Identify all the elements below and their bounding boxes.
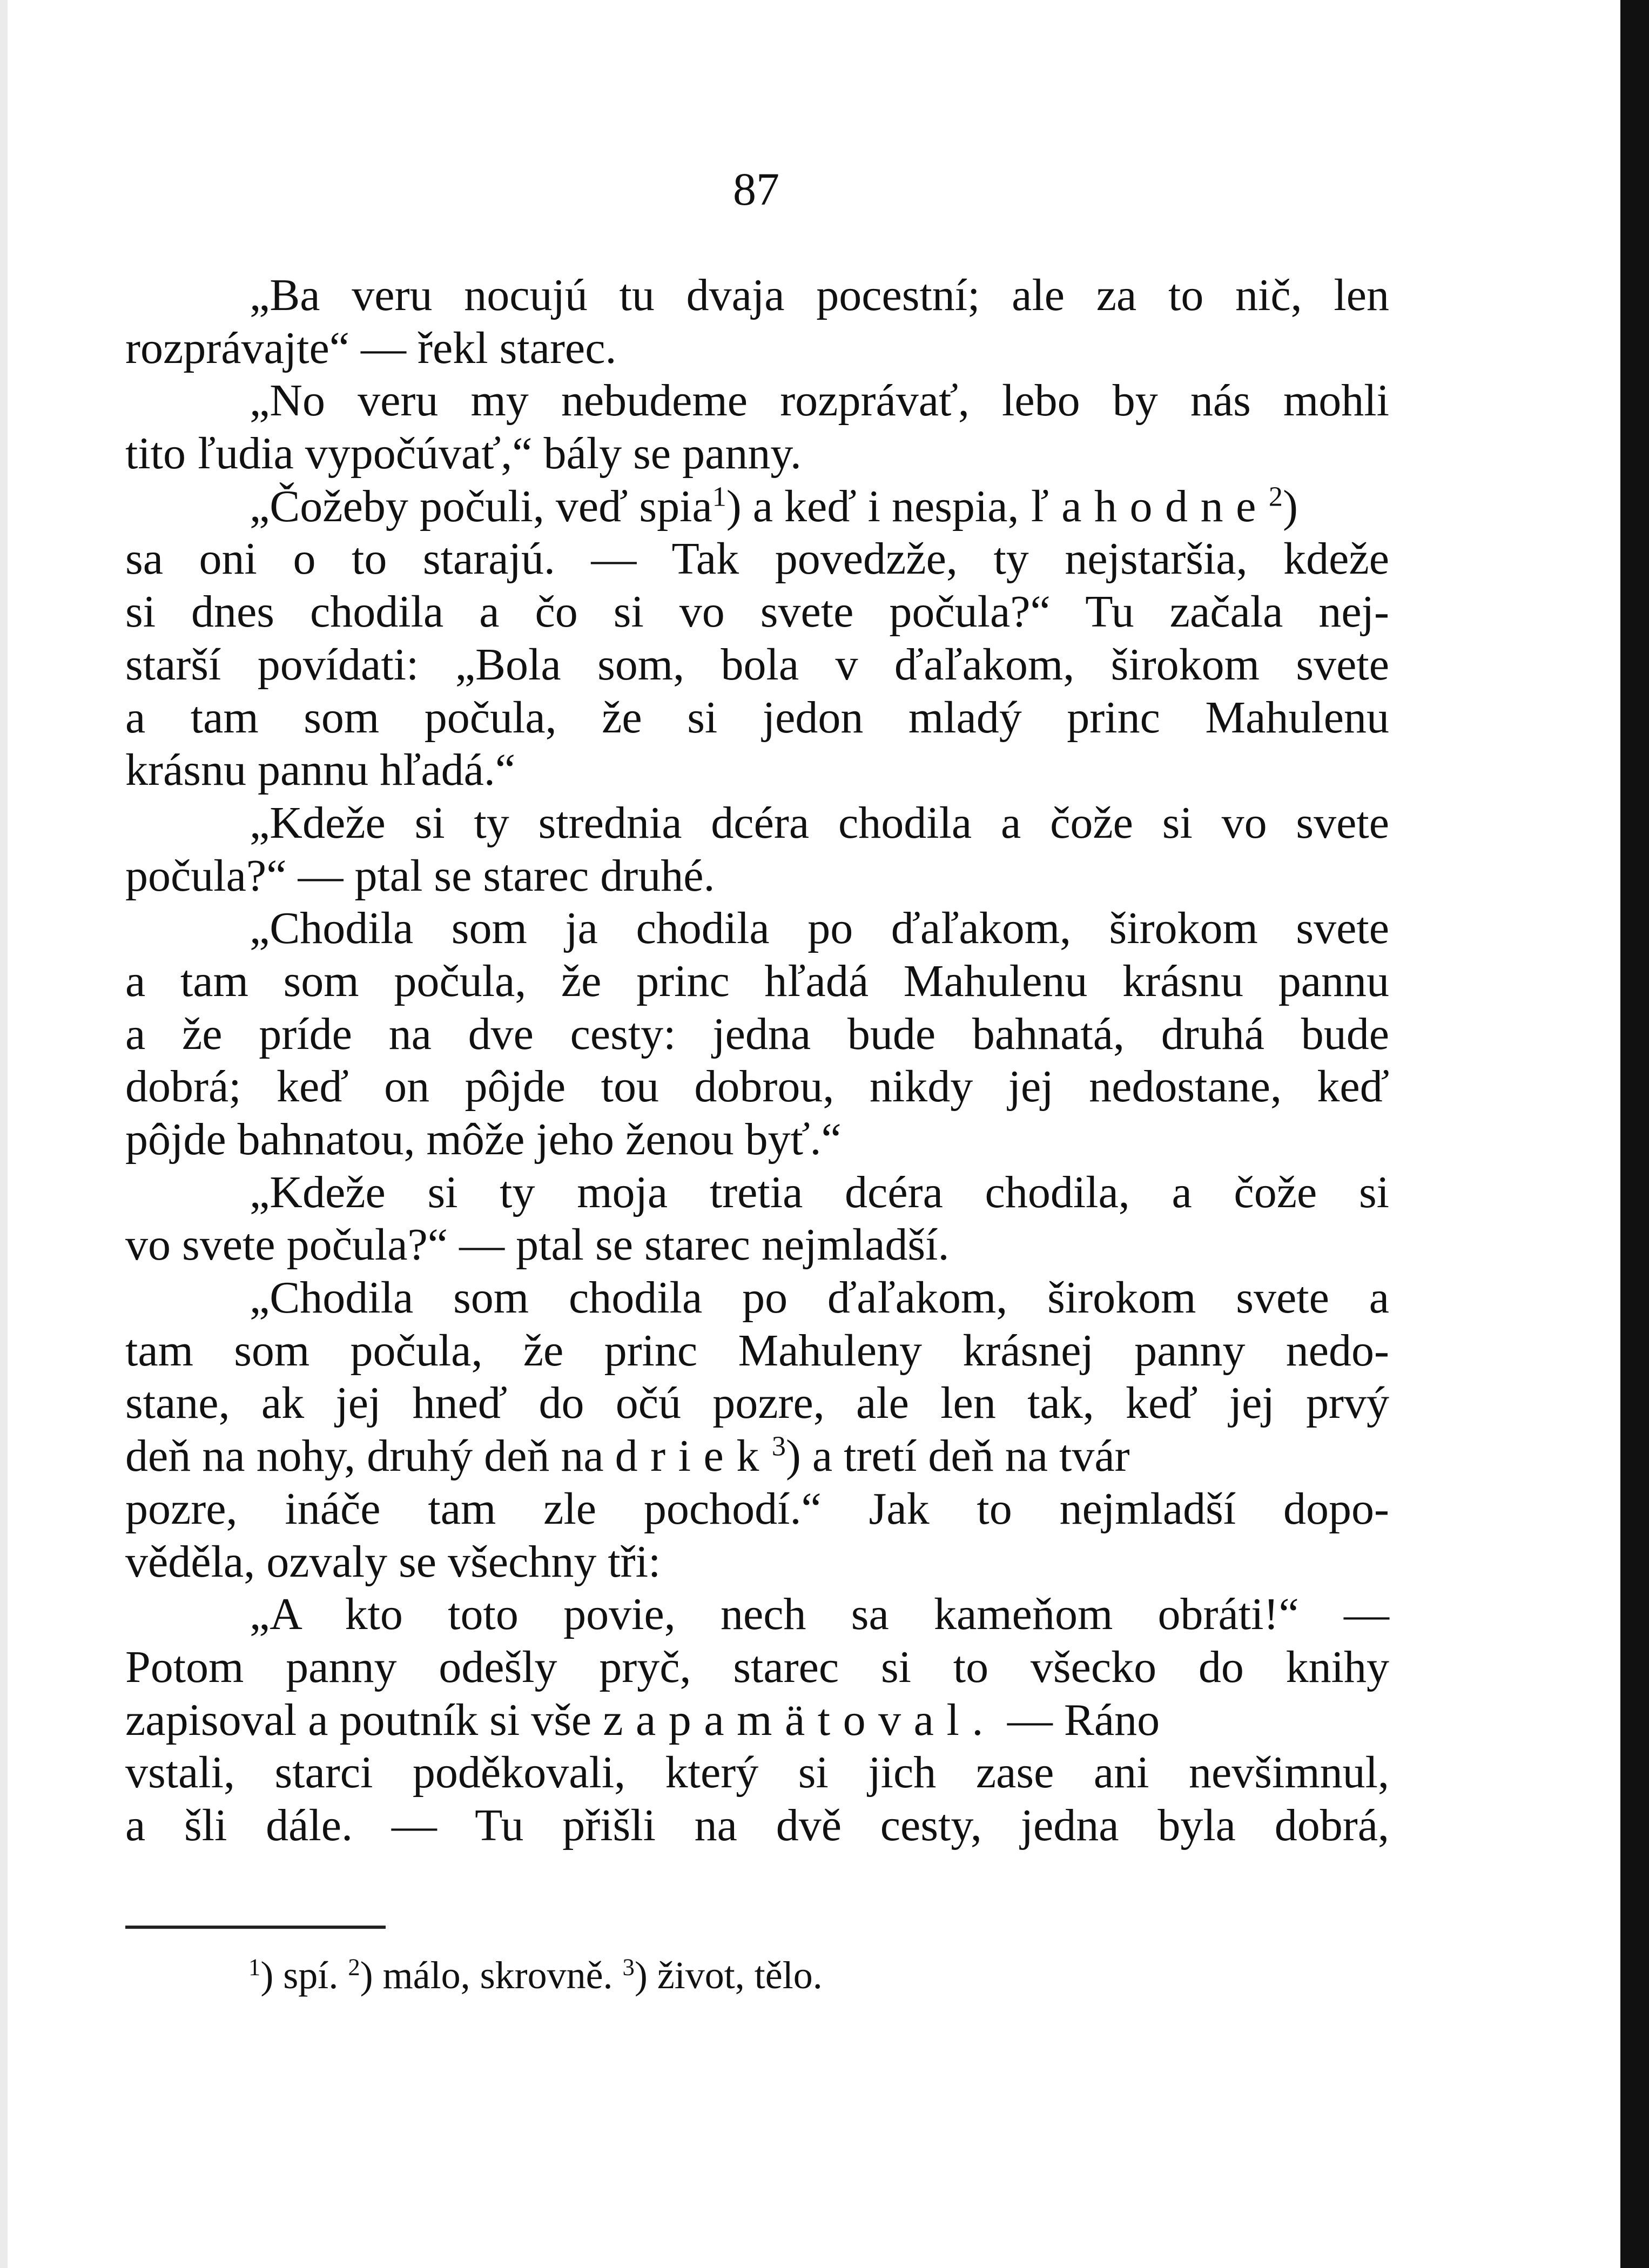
text-line: krásnu pannu hľadá.“ bbox=[125, 745, 516, 796]
text-line: počula?“ — ptal se starec druhé. bbox=[125, 850, 715, 901]
text-line bbox=[125, 1694, 1389, 1747]
footnote-rule bbox=[125, 1926, 386, 1929]
text-line: Potom panny odešly pryč, starec si to všecko do knihy bbox=[125, 1641, 1389, 1692]
text-line: „A kto toto povie, nech sa kameňom obráti!“ — bbox=[250, 1589, 1389, 1640]
text-fragment: ) a keď i nespia, bbox=[726, 481, 1019, 531]
text-line: věděla, ozvaly se všechny tři: bbox=[125, 1536, 661, 1587]
text-line: stane, ak jej hneď do očú pozre, ale len tak, keď jej prvý bbox=[125, 1378, 1389, 1429]
text-line: pôjde bahnatou, môže jeho ženou byť.“ bbox=[125, 1114, 842, 1165]
footnote-mark: 3 bbox=[622, 1953, 635, 1981]
text-line: „No veru my nebudeme rozprávať, lebo by nás mohli bbox=[250, 375, 1389, 426]
footnote-text: ) život, tělo. bbox=[634, 1954, 823, 1997]
text-line: a tam som počula, že princ hľadá Mahulenu krásnu pannu bbox=[125, 955, 1389, 1006]
text-line: dobrá; keď on pôjde tou dobrou, nikdy jej nedostane, keď bbox=[125, 1061, 1389, 1112]
spaced-word: ľahodne bbox=[1030, 481, 1269, 531]
footnotes bbox=[248, 1951, 823, 2000]
footnote-mark: 2 bbox=[348, 1953, 360, 1981]
text-fragment: zapisoval a poutník si vše bbox=[125, 1694, 592, 1745]
footnote-mark: 2 bbox=[1268, 481, 1283, 513]
text-line bbox=[125, 480, 1389, 533]
body-text bbox=[125, 269, 1389, 1852]
page-number: 87 bbox=[733, 163, 779, 215]
spaced-word: zapamätoval. bbox=[603, 1694, 996, 1745]
text-line: vstali, starci poděkovali, který si jich zase ani nevšimnul, bbox=[125, 1747, 1389, 1798]
footnote-mark: 1 bbox=[712, 481, 726, 513]
text-line: rozprávajte“ — řekl starec. bbox=[125, 322, 617, 373]
spaced-word: driek bbox=[615, 1431, 772, 1482]
text-line: a že príde na dve cesty: jedna bude bahnatá, druhá bude bbox=[125, 1008, 1389, 1059]
text-line: pozre, ináče tam zle pochodí.“ Jak to nejmladší dopo- bbox=[125, 1483, 1389, 1534]
text-line bbox=[125, 1430, 1389, 1483]
text-line: si dnes chodila a čo si vo svete počula?“ Tu začala nej- bbox=[125, 587, 1389, 637]
text-line: vo svete počula?“ — ptal se starec nejmladší. bbox=[125, 1220, 950, 1270]
footnote-mark: 3 bbox=[771, 1431, 786, 1462]
footnote-text: ) spí. bbox=[260, 1954, 339, 1997]
text-line: „Kdeže si ty moja tretia dcéra chodila, a čože si bbox=[250, 1167, 1389, 1217]
text-line: tito ľudia vypočúvať,“ bály se panny. bbox=[125, 428, 802, 479]
text-fragment: — Ráno bbox=[1007, 1694, 1160, 1745]
text-line: „Chodila som ja chodila po ďaľakom, širokom svete bbox=[250, 903, 1389, 954]
text-fragment: ) bbox=[1282, 481, 1298, 531]
text-line: a šli dále. — Tu přišli na dvě cesty, jedna byla dobrá, bbox=[125, 1800, 1389, 1850]
text-line: „Ba veru nocujú tu dvaja pocestní; ale za to nič, len bbox=[250, 270, 1389, 320]
text-line: „Kdeže si ty strednia dcéra chodila a čože si vo svete bbox=[250, 797, 1389, 848]
text-line: a tam som počula, že si jedon mladý princ Mahulenu bbox=[125, 692, 1389, 743]
footnote-text: ) málo, skrovně. bbox=[360, 1954, 613, 1997]
text-line: sa oni o to starajú. — Tak povedzže, ty nejstaršia, kdeže bbox=[125, 534, 1389, 584]
text-line: tam som počula, že princ Mahuleny krásnej panny nedo- bbox=[125, 1325, 1389, 1376]
text-line: starší povídati: „Bola som, bola v ďaľakom, širokom svete bbox=[125, 639, 1389, 690]
scan-right-edge bbox=[1620, 0, 1649, 2268]
scan-left-edge bbox=[0, 0, 8, 2268]
footnote-mark: 1 bbox=[248, 1953, 261, 1981]
text-fragment: „Čožeby počuli, veď spia bbox=[250, 481, 712, 531]
text-line: „Chodila som chodila po ďaľakom, širokom svete a bbox=[250, 1273, 1389, 1323]
text-fragment: deň na nohy, druhý deň na bbox=[125, 1431, 604, 1482]
text-fragment: ) a tretí deň na tvár bbox=[785, 1431, 1130, 1482]
